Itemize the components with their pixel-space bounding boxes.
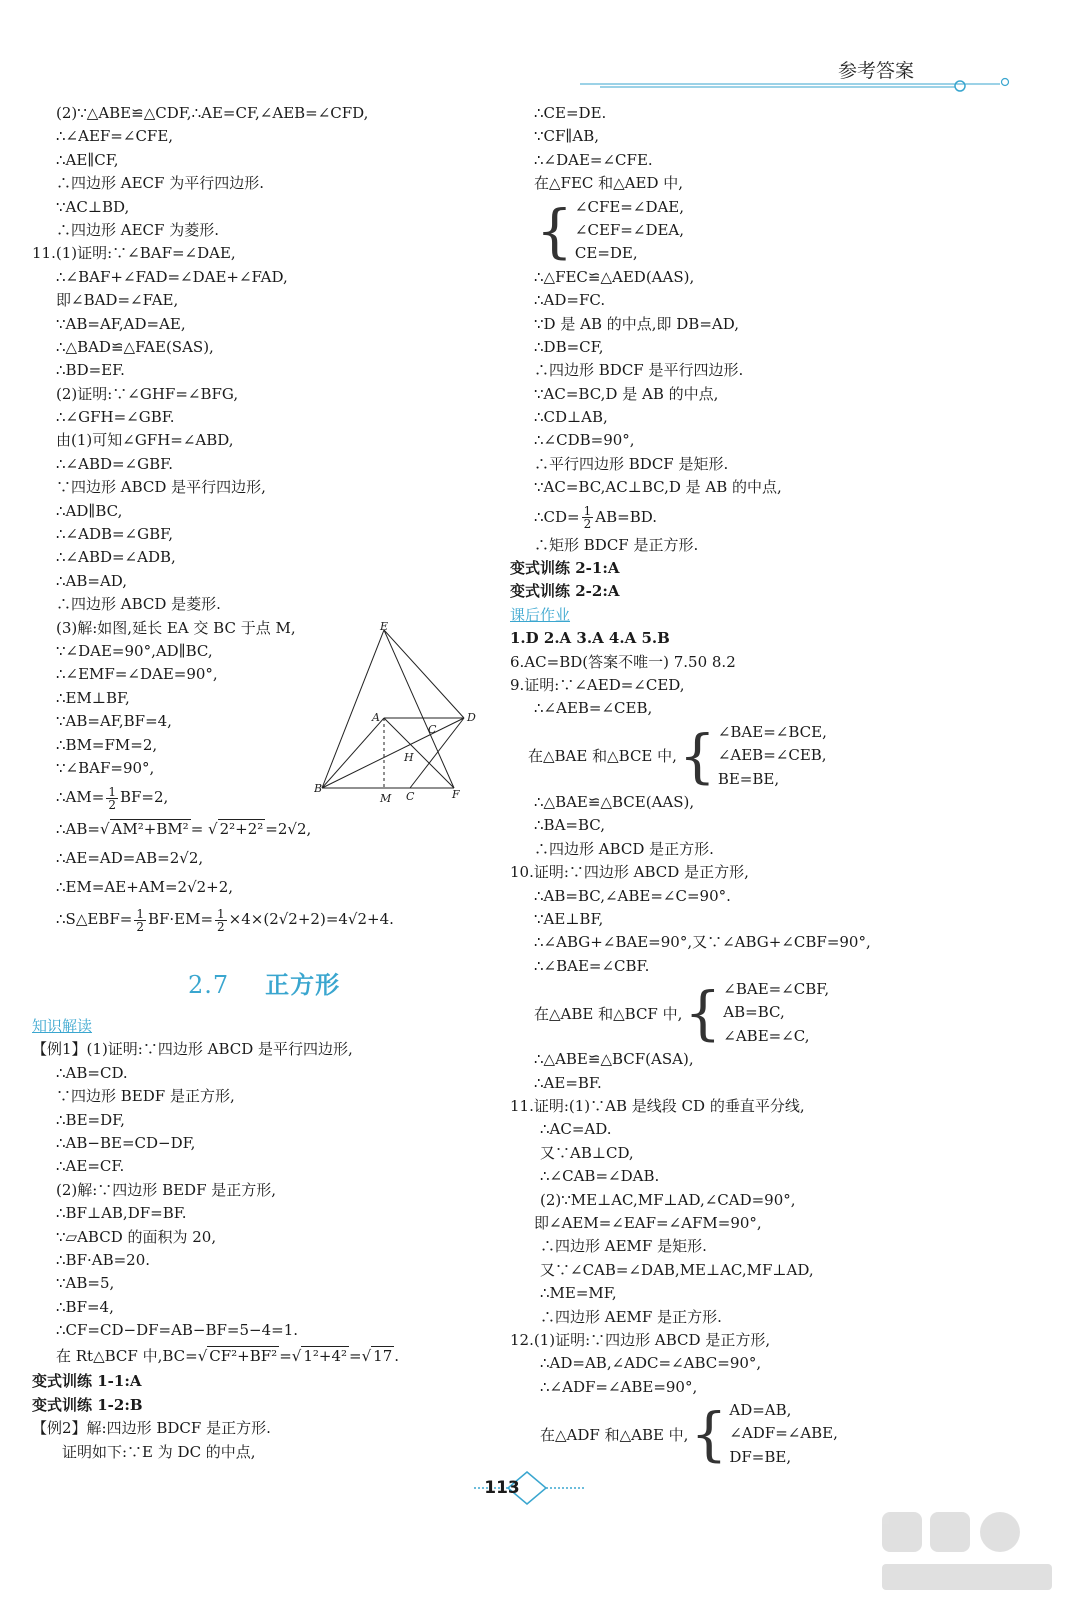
watermark-logo — [878, 1508, 1058, 1598]
text-line: ∵∠DAE=90°,AD∥BC, — [56, 641, 213, 660]
text-line: ∵AC⊥BD, — [56, 197, 130, 216]
text-line: ∴∠AEF=∠CFE, — [56, 127, 174, 146]
text-line: ∠CEF=∠DEA, — [574, 220, 685, 239]
text-line: ∴∠ADB=∠GBF, — [56, 525, 173, 544]
text-line: 在△FEC 和△AED 中, — [534, 174, 684, 193]
text-line: ∴DB=CF, — [534, 337, 604, 356]
text-line: ∴AB=CD. — [56, 1063, 128, 1082]
text-line: ∵AE⊥BF, — [534, 909, 604, 928]
text-line: (2)证明:∵∠GHF=∠BFG, — [56, 384, 239, 403]
text-line: ∠ABE=∠C, — [723, 1026, 810, 1045]
text-line: ∴△BAE≌△BCE(AAS), — [534, 792, 695, 811]
text-line: ∴CD⊥AB, — [534, 408, 608, 427]
label-h: H — [404, 751, 414, 764]
text-line: ∴∠GFH=∠GBF. — [56, 408, 175, 427]
text-line: ∴平行四边形 BDCF 是矩形. — [534, 454, 729, 473]
text-line: ∴BM=FM=2, — [56, 735, 158, 754]
text-line: ∵▱ABCD 的面积为 20, — [56, 1227, 217, 1246]
label-b: B — [314, 782, 323, 795]
text-line: ∵D 是 AB 的中点,即 DB=AD, — [534, 314, 739, 333]
text-line: 证明如下:∵E 为 DC 的中点, — [62, 1442, 256, 1461]
right-column — [510, 102, 1050, 1469]
tag-homework: 课后作业 — [510, 605, 571, 624]
page-header-title: 参考答案 — [838, 60, 915, 82]
text-line: ∠ADF=∠ABE, — [729, 1424, 838, 1443]
section-title — [188, 965, 340, 1000]
text-line: ∴∠AEB=∠CEB, — [534, 699, 653, 718]
text-line: 由(1)可知∠GFH=∠ABD, — [56, 431, 234, 450]
text-line: ∴∠BAE=∠CBF. — [534, 956, 650, 975]
text-line: ∴AB=BC,∠ABE=∠C=90°. — [534, 886, 731, 905]
text-line: 即∠BAD=∠FAE, — [56, 291, 179, 310]
text-line: ∴矩形 BDCF 是正方形. — [534, 535, 699, 554]
text-line: ∴BD=EF. — [56, 361, 125, 380]
text-line: ∴∠ABD=∠ADB, — [56, 548, 176, 567]
text-line: ∴∠BAF+∠FAD=∠DAE+∠FAD, — [56, 267, 288, 286]
text-line: 1.D 2.A 3.A 4.A 5.B — [510, 629, 670, 648]
text-line: 在 Rt△BCF 中,BC=√ CF²+BF² =√ 1²+4² =√ 17 . — [56, 1347, 400, 1366]
header-decoration — [560, 74, 1020, 104]
text-line: ∴△ABE≌△BCF(ASA), — [534, 1050, 694, 1069]
text-line: ∴AM= $\frac{1}{2}$ BF=2, — [56, 784, 169, 812]
text-line: ∴AB=√ AM²+BM² = √ 2²+2² =2√2, — [56, 820, 312, 839]
text-line: 6.AC=BD(答案不唯一) 7.50 8.2 — [510, 652, 736, 671]
text-line: ∴四边形 BDCF 是平行四边形. — [534, 361, 744, 380]
text-line: 又∵∠CAB=∠DAB,ME⊥AC,MF⊥AD, — [540, 1260, 814, 1279]
text-line: ∵AB=AF,BF=4, — [56, 712, 172, 731]
label-m: M — [380, 792, 392, 802]
text-line: ∴AC=AD. — [540, 1120, 612, 1139]
text-line: 变式训练 2-1:A — [510, 559, 620, 578]
text-line: ∠BAE=∠CBF, — [723, 980, 830, 999]
text-line: CE=DE, — [574, 244, 638, 263]
text-line: DF=BE, — [729, 1447, 792, 1466]
text-line: 又∵AB⊥CD, — [540, 1143, 634, 1162]
text-line: 12.(1)证明:∵四边形 ABCD 是正方形, — [510, 1330, 771, 1349]
text-line: ∴AB=AD, — [56, 571, 128, 590]
text-line: ∴AE=AD=AB=2√2, — [56, 849, 204, 868]
text-line: ∴EM=AE+AM=2√2+2, — [56, 878, 234, 897]
text-line: ∵AC=BC,D 是 AB 的中点, — [534, 384, 719, 403]
text-line: ∴BF=4, — [56, 1297, 114, 1316]
text-line: ∴∠DAE=∠CFE. — [534, 150, 653, 169]
text-line: (2)∵ME⊥AC,MF⊥AD,∠CAD=90°, — [540, 1190, 796, 1209]
text-line: 【例1】(1)证明:∵四边形 ABCD 是平行四边形, — [32, 1040, 353, 1059]
text-line: ∴EM⊥BF, — [56, 688, 130, 707]
text-line: ∵AB=AF,AD=AE, — [56, 314, 186, 333]
text-line: ∴AD=FC. — [534, 291, 606, 310]
text-line: AD=AB, — [729, 1401, 792, 1420]
text-line: ∴BF⊥AB,DF=BF. — [56, 1204, 187, 1223]
text-line: ∴∠ABD=∠GBF. — [56, 454, 173, 473]
geometry-figure — [314, 622, 484, 802]
page-number: 113 — [484, 1478, 520, 1498]
fraction: $\frac{1}{2}$ — [108, 784, 116, 812]
text-line: 11.证明:(1)∵AB 是线段 CD 的垂直平分线, — [510, 1097, 805, 1116]
text-line: 11.(1)证明:∵∠BAF=∠DAE, — [32, 244, 236, 263]
text-line: ∴四边形 AEMF 是正方形. — [540, 1307, 722, 1326]
text-line: ∴∠EMF=∠DAE=90°, — [56, 665, 218, 684]
text-line: 即∠AEM=∠EAF=∠AFM=90°, — [534, 1213, 762, 1232]
text-line: (3)解:如图,延长 EA 交 BC 于点 M, — [56, 618, 296, 637]
text-line: 9.证明:∵∠AED=∠CED, — [510, 675, 685, 694]
text-line: ∴AE∥CF, — [56, 150, 119, 169]
brace-group: { ∠CFE=∠DAE, ∠CEF=∠DEA, CE=DE, — [536, 196, 685, 265]
text-line: 10.证明:∵四边形 ABCD 是正方形, — [510, 863, 749, 882]
text-line: ∴四边形 AECF 为平行四边形. — [56, 174, 264, 193]
text-line: ∴AD∥BC, — [56, 501, 123, 520]
fraction: $\frac{1}{2}$ — [583, 504, 592, 532]
text-line: ∴ME=MF, — [540, 1284, 617, 1303]
text-line: ∴四边形 ABCD 是菱形. — [56, 595, 221, 614]
text-line: ∴AD=AB,∠ADC=∠ABC=90°, — [540, 1354, 762, 1373]
text-line: ∴四边形 AEMF 是矩形. — [540, 1237, 707, 1256]
label-f: F — [452, 788, 460, 801]
text-line: ∴BA=BC, — [534, 816, 605, 835]
label-c-inner: C — [428, 723, 437, 736]
text-line: ∴∠CDB=90°, — [534, 431, 635, 450]
text-line: ∴BE=DF, — [56, 1110, 125, 1129]
text-line: ∴四边形 ABCD 是正方形. — [534, 839, 714, 858]
text-line: ∠CFE=∠DAE, — [574, 197, 685, 216]
text-line: 变式训练 1-2:B — [32, 1395, 143, 1414]
text-line: ∠AEB=∠CEB, — [717, 746, 827, 765]
text-line: ∴∠ABG+∠BAE=90°,又∵∠ABG+∠CBF=90°, — [534, 933, 871, 952]
text-line: ∴AB−BE=CD−DF, — [56, 1133, 196, 1152]
text-line: ∴四边形 AECF 为菱形. — [56, 220, 219, 239]
text-line: ∴AE=CF. — [56, 1157, 125, 1176]
text-line: ∵CF∥AB, — [534, 127, 599, 146]
label-c: C — [406, 790, 415, 802]
text-line: ∴S△EBF= $\frac{1}{2}$ BF·EM= $\frac{1}{2}$ ×4×(2√2+2)=4√2+4. — [56, 906, 394, 934]
text-line: ∴CD= $\frac{1}{2}$ AB=BD. — [534, 504, 657, 532]
brace-group: 在△ADF 和△ABE 中, { AD=AB, ∠ADF=∠ABE, DF=BE, — [540, 1400, 838, 1469]
label-a: A — [372, 711, 380, 724]
text-line: ∴CF=CD−DF=AB−BF=5−4=1. — [56, 1321, 299, 1340]
text-line: ∴BF·AB=20. — [56, 1250, 151, 1269]
brace-group: 在△ABE 和△BCF 中, { ∠BAE=∠CBF, AB=BC, ∠ABE=∠C, — [534, 979, 830, 1048]
label-d: D — [467, 711, 476, 724]
label-e: E — [380, 622, 389, 633]
text-line: (2)∵△ABE≌△CDF,∴AE=CF,∠AEB=∠CFD, — [56, 104, 369, 122]
text-line: ∵AB=5, — [56, 1274, 115, 1293]
section-number: 2.7 — [188, 971, 230, 999]
brace-group: 在△BAE 和△BCE 中, { ∠BAE=∠BCE, ∠AEB=∠CEB, BE=BE, — [528, 721, 827, 790]
tag-knowledge: 知识解读 — [32, 1017, 93, 1035]
left-column — [32, 102, 502, 936]
text-line: ∴AE=BF. — [534, 1073, 602, 1092]
text-line: 变式训练 1-1:A — [32, 1372, 142, 1391]
text-line: ∵四边形 ABCD 是平行四边形, — [56, 478, 266, 497]
text-line: (2)解:∵四边形 BEDF 是正方形, — [56, 1180, 277, 1199]
fraction: $\frac{1}{2}$ — [136, 906, 144, 934]
text-line: AB=BC, — [723, 1003, 785, 1022]
text-line: ∴CE=DE. — [534, 104, 607, 122]
text-line: ∠BAE=∠BCE, — [717, 722, 827, 741]
text-line: ∵∠BAF=90°, — [56, 758, 155, 777]
text-line: ∴△FEC≌△AED(AAS), — [534, 267, 695, 286]
text-line: 变式训练 2-2:A — [510, 582, 620, 601]
text-line: ∴∠ADF=∠ABE=90°, — [540, 1377, 698, 1396]
text-line: 【例2】解:四边形 BDCF 是正方形. — [32, 1419, 271, 1438]
text-line: ∵四边形 BEDF 是正方形, — [56, 1087, 235, 1106]
text-line: ∴△BAD≌△FAE(SAS), — [56, 337, 214, 356]
text-line: ∴∠CAB=∠DAB. — [540, 1167, 660, 1186]
text-line: ∵AC=BC,AC⊥BC,D 是 AB 的中点, — [534, 478, 782, 497]
fraction: $\frac{1}{2}$ — [217, 906, 225, 934]
left-column-lower — [32, 1015, 502, 1464]
section-name: 正方形 — [265, 970, 341, 999]
text-line: BE=BE, — [717, 769, 780, 788]
